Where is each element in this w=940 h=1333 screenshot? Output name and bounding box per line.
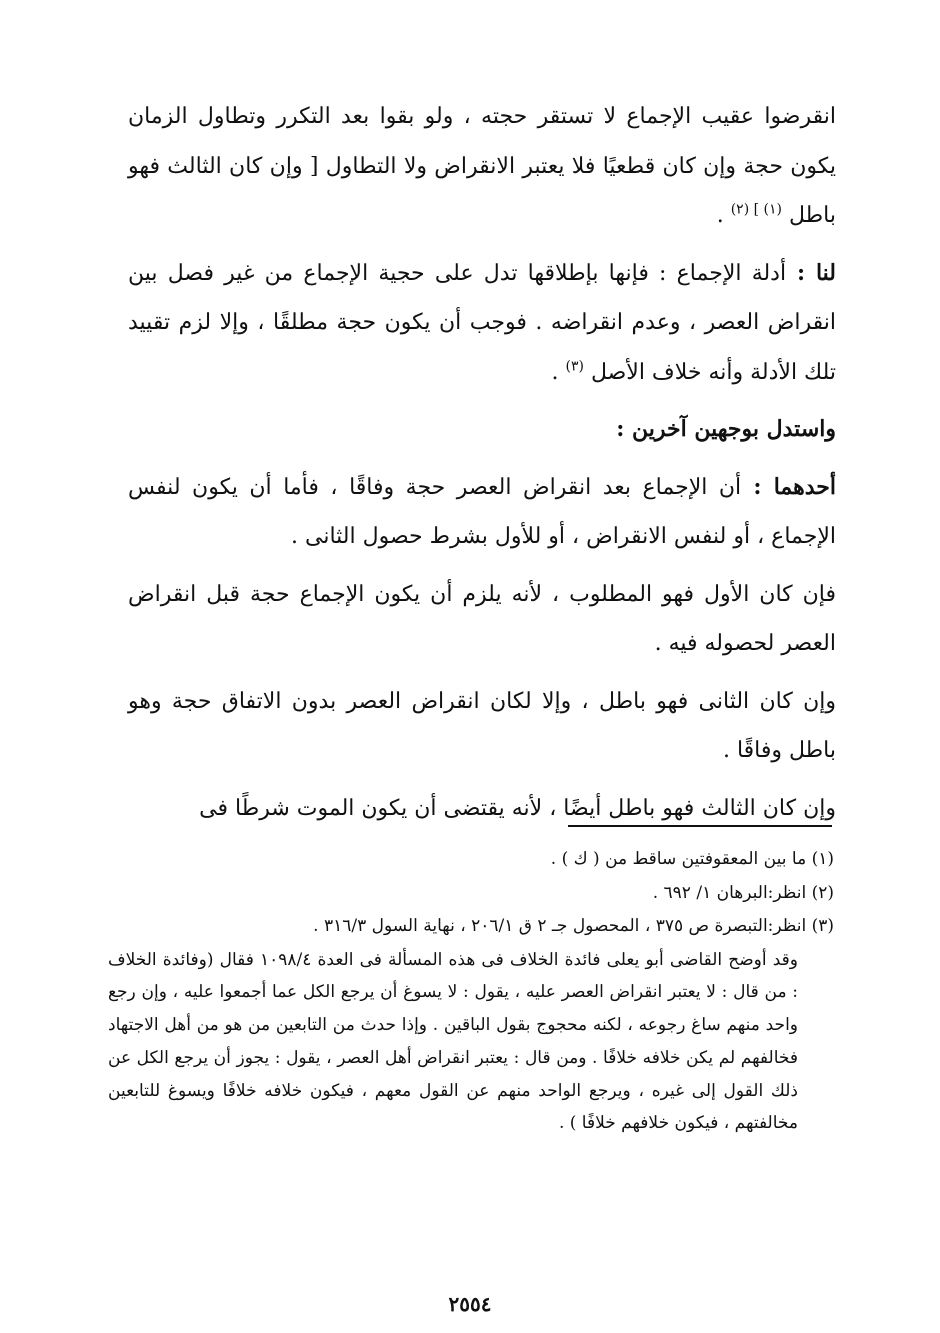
footnote-1: (١) ما بين المعقوفتين ساقط من ( ك ) . [550,849,834,869]
footnote-refs: (١) ] (٢) [730,201,782,218]
main-text [128,92,836,833]
paragraph-text: أدلة الإجماع : فإنها بإطلاقها تدل على حجية الإجماع من غير فصل بين انقراض العصر ، وعدم انقراضه . فوجب أن يكون حجة مطلقًا ، وإلا لزم تقييد تلك الأدلة وأنه خلاف الأصل [128,260,836,385]
paragraph-text: فإن كان الأول فهو المطلوب ، لأنه يلزم أن يكون الإجماع حجة قبل انقراض العصر لحصوله فيه . [128,581,836,656]
paragraph-4 [128,463,836,562]
paragraph-text: انقرضوا عقيب الإجماع لا تستقر حجته ، ولو بقوا بعد التكرر وتطاول الزمان يكون حجة وإن كان قطعيًا فلا يعتبر الانقراض ولا التطاول [ وإن كان الثالث فهو باطل [128,104,836,228]
paragraph-6 [128,677,836,776]
footnote-3: (٣) انظر:التبصرة ص ٣٧٥ ، المحصول جـ ٢ ق ٢٠٦/١ ، نهاية السول ٣١٦/٣ . [313,916,834,936]
page-number: ٢٥٥٤ [448,1292,492,1316]
footnote-3-continuation: وقد أوضح القاضى أبو يعلى فائدة الخلاف فى هذه المسألة فى العدة ١٠٩٨/٤ فقال (وفائدة الخلاف : من قال : لا يعتبر انقراض العصر عليه ، يقول : لا يسوغ أن يرجع الكل عما أجمعوا عليه ، وإن رجع واحد منهم ساغ رجوعه ، لكنه محجوج بقول الباقين . وإذا حدث من التابعين من هو من أهل الاجتهاد فخالفهم لم يكن خلافه خلافًا . ومن قال : يعتبر انقراض أهل العصر ، يقول : يجوز أن يرجع الكل عن ذلك القول إلى غيره ، ويرجع الواحد منهم عن القول معهم ، فيكون خلافه خلافًا ويسوغ للتابعين مخالفتهم ، فيكون خلافهم خلافًا ) . [108,949,798,1134]
paragraph-5 [128,570,836,669]
paragraph-text: وإن كان الثانى فهو باطل ، وإلا لكان انقراض العصر بدون الاتفاق حجة وهو باطل وفاقًا . [128,688,836,763]
paragraph-lead: لنا : [786,259,837,286]
paragraph-1 [128,92,836,241]
section-heading: واستدل بوجهين آخرين : [616,416,836,442]
paragraph-tail: . [551,359,566,385]
paragraph-2 [128,249,836,398]
footnote-refs: (٣) [565,358,584,375]
paragraph-tail: . [716,203,731,228]
footnote-2: (٢) انظر:البرهان ١/ ٦٩٢ . [652,882,834,903]
paragraph-text: أن الإجماع بعد انقراض العصر حجة وفاقًا ، فأما أن يكون لنفس الإجماع ، أو لنفس الانقراض ، أو للأول بشرط حصول الثانى . [128,474,836,549]
paragraph-lead: أحدهما : [741,473,836,500]
paragraph-text: وإن كان الثالث فهو باطل أيضًا ، لأنه يقتضى أن يكون الموت شرطًا فى [199,795,836,821]
footnotes [108,843,834,1140]
footnote-separator [568,825,832,827]
paragraph-3 [128,405,836,455]
